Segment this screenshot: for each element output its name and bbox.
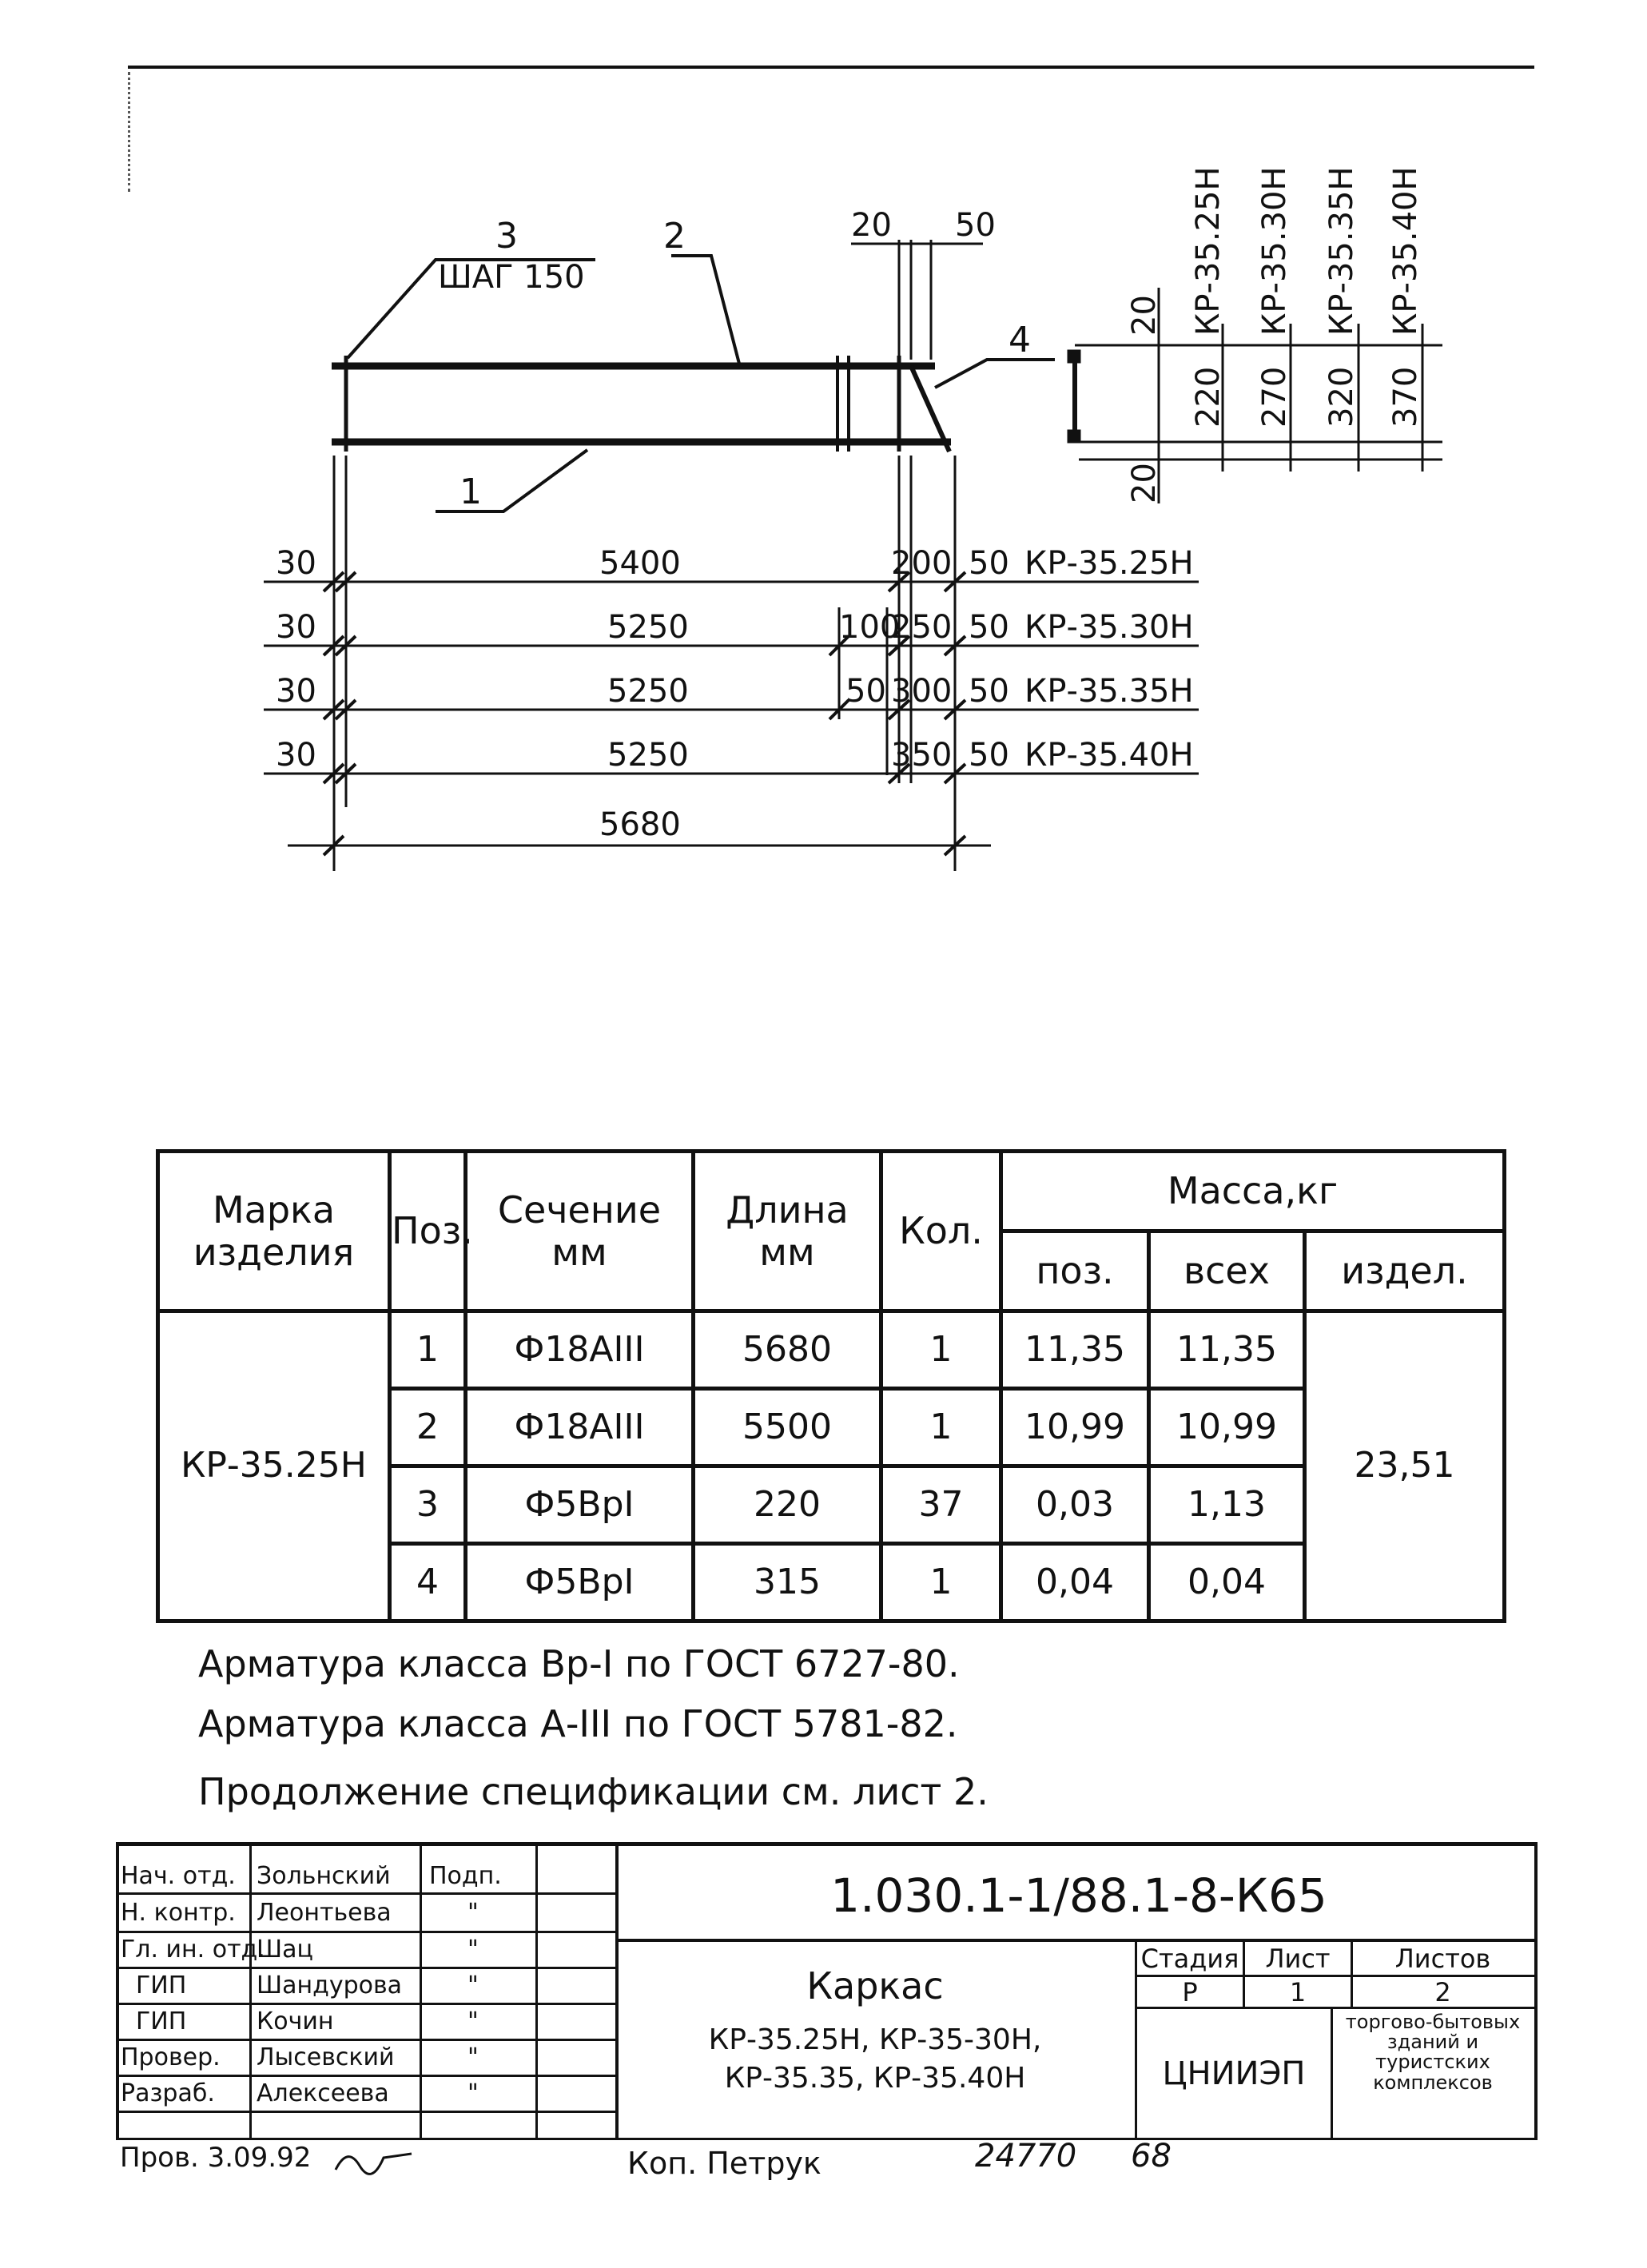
role-5: ГИП bbox=[136, 2007, 187, 2035]
note-2: Арматура класса А-III по ГОСТ 5781-82. bbox=[198, 1702, 958, 1745]
leader-pos-2 bbox=[671, 256, 739, 364]
label-pos-3-step: ШАГ 150 bbox=[438, 259, 585, 296]
cell-mark: КР-35.25Н bbox=[158, 1311, 390, 1621]
dim-overall: 5680 bbox=[599, 806, 681, 843]
header-section: Сечение мм bbox=[466, 1152, 694, 1311]
svg-text:30: 30 bbox=[276, 545, 316, 582]
sign-6: " bbox=[467, 2043, 479, 2071]
sheets-label: Листов bbox=[1394, 1944, 1491, 1974]
dim-row-3 bbox=[276, 673, 1194, 710]
section-dim-20-bottom: 20 bbox=[1126, 463, 1163, 503]
sign-2: " bbox=[467, 1899, 479, 1927]
svg-text:50: 50 bbox=[969, 545, 1009, 582]
svg-text:50: 50 bbox=[845, 673, 886, 710]
header-length: Длина мм bbox=[694, 1152, 881, 1311]
svg-text:50: 50 bbox=[969, 737, 1009, 774]
role-4: ГИП bbox=[136, 1972, 187, 1999]
leader-pos-1 bbox=[436, 450, 587, 511]
sheet-label: Лист bbox=[1265, 1944, 1331, 1974]
header-mass: Масса,кг bbox=[1001, 1152, 1505, 1231]
svg-text:50: 50 bbox=[969, 673, 1009, 710]
section-height-4: 370 bbox=[1387, 366, 1424, 428]
svg-text:100: 100 bbox=[839, 609, 901, 646]
svg-text:5250: 5250 bbox=[607, 673, 689, 710]
section-dim-20-top: 20 bbox=[1126, 295, 1163, 336]
header-mark: Марка изделия bbox=[158, 1152, 390, 1311]
role-3: Гл. ин. отд. bbox=[121, 1936, 265, 1964]
header-pos: Поз. bbox=[390, 1152, 466, 1311]
table-row: 3 Ф5ВрI 220 37 0,03 1,13 bbox=[158, 1466, 1505, 1544]
sign-4: " bbox=[467, 1972, 479, 1999]
label-pos-2: 2 bbox=[663, 216, 686, 257]
svg-text:30: 30 bbox=[276, 609, 316, 646]
sheet-subtitle-1: КР-35.25Н, КР-35-30Н, bbox=[708, 2023, 1042, 2056]
svg-text:5250: 5250 bbox=[607, 737, 689, 774]
name-6: Лысевский bbox=[257, 2043, 395, 2071]
title-block bbox=[116, 1842, 1538, 2140]
label-pos-1: 1 bbox=[459, 472, 482, 512]
name-4: Шандурова bbox=[257, 1972, 403, 1999]
specification-table bbox=[156, 1149, 1506, 1623]
dim-row-1 bbox=[276, 545, 1194, 582]
sign-3: " bbox=[467, 1936, 479, 1964]
section-height-2: 270 bbox=[1256, 366, 1293, 428]
signature-mark bbox=[332, 2142, 420, 2178]
section-height-1: 220 bbox=[1190, 366, 1227, 428]
sign-7: " bbox=[467, 2079, 479, 2107]
svg-text:30: 30 bbox=[276, 737, 316, 774]
role-2: Н. контр. bbox=[121, 1899, 236, 1927]
stage-label: Стадия bbox=[1140, 1944, 1239, 1974]
svg-text:5250: 5250 bbox=[607, 609, 689, 646]
cage-cross-section bbox=[1068, 288, 1442, 503]
cell-item-mass: 23,51 bbox=[1305, 1311, 1505, 1621]
sheet-value: 1 bbox=[1289, 1977, 1307, 2007]
sheet-subtitle-2: КР-35.35, КР-35.40Н bbox=[724, 2062, 1026, 2095]
organization: ЦНИИЭП bbox=[1162, 2055, 1306, 2092]
section-height-3: 320 bbox=[1323, 366, 1360, 428]
label-pos-4: 4 bbox=[1008, 320, 1031, 360]
section-mark-1: КР-35.25Н bbox=[1190, 166, 1227, 336]
dim-top-50: 50 bbox=[955, 207, 996, 244]
name-7: Алексеева bbox=[257, 2079, 389, 2107]
table-row: 2 Ф18АIII 5500 1 10,99 10,99 bbox=[158, 1389, 1505, 1466]
document-code: 1.030.1-1/88.1-8-К65 bbox=[830, 1868, 1327, 1923]
header-mass-pos: поз. bbox=[1001, 1231, 1149, 1311]
name-5: Кочин bbox=[257, 2007, 334, 2035]
svg-text:5400: 5400 bbox=[599, 545, 681, 582]
footer-checked: Пров. 3.09.92 bbox=[120, 2142, 312, 2174]
svg-text:50: 50 bbox=[969, 609, 1009, 646]
name-2: Леонтьева bbox=[257, 1899, 392, 1927]
footer-number: 24770 bbox=[975, 2138, 1077, 2174]
sheet-title: Каркас bbox=[806, 1964, 944, 2007]
sign-5: " bbox=[467, 2007, 479, 2035]
label-pos-3: 3 bbox=[495, 216, 518, 257]
dim-row-2 bbox=[276, 609, 1194, 646]
footer-page: 68 bbox=[1131, 2138, 1172, 2174]
svg-text:КР-35.35Н: КР-35.35Н bbox=[1024, 673, 1194, 710]
header-mass-item: издел. bbox=[1305, 1231, 1505, 1311]
svg-text:250: 250 bbox=[891, 609, 953, 646]
svg-text:200: 200 bbox=[891, 545, 953, 582]
svg-text:30: 30 bbox=[276, 673, 316, 710]
role-7: Разраб. bbox=[121, 2079, 215, 2107]
section-mark-2: КР-35.30Н bbox=[1256, 166, 1293, 336]
section-mark-3: КР-35.35Н bbox=[1323, 166, 1360, 336]
sheets-value: 2 bbox=[1434, 1977, 1451, 2007]
stage-value: Р bbox=[1182, 1977, 1198, 2007]
header-mass-all: всех bbox=[1149, 1231, 1305, 1311]
table-row: 4 Ф5ВрI 315 1 0,04 0,04 bbox=[158, 1544, 1505, 1621]
note-1: Арматура класса Вр-I по ГОСТ 6727-80. bbox=[198, 1642, 960, 1685]
svg-text:КР-35.40Н: КР-35.40Н bbox=[1024, 737, 1194, 774]
section-mark-4: КР-35.40Н bbox=[1387, 166, 1424, 336]
role-6: Провер. bbox=[121, 2043, 221, 2071]
svg-text:КР-35.25Н: КР-35.25Н bbox=[1024, 545, 1194, 582]
footer-copied: Коп. Петрук bbox=[627, 2146, 822, 2181]
svg-text:КР-35.30Н: КР-35.30Н bbox=[1024, 609, 1194, 646]
note-3: Продолжение спецификации см. лист 2. bbox=[198, 1770, 989, 1813]
section-labels bbox=[1126, 166, 1424, 503]
svg-text:300: 300 bbox=[891, 673, 953, 710]
organization-subtitle: торгово-бытовых зданий и туристских комплексов bbox=[1345, 2011, 1521, 2094]
name-1: Зольнский bbox=[257, 1862, 391, 1890]
leader-pos-4 bbox=[935, 360, 1055, 388]
name-3: Шац bbox=[257, 1936, 313, 1964]
role-1: Нач. отд. bbox=[121, 1862, 236, 1890]
header-qty: Кол. bbox=[881, 1152, 1001, 1311]
dim-row-4 bbox=[276, 737, 1194, 774]
dim-top-20: 20 bbox=[851, 207, 892, 244]
sign-1: Подп. bbox=[429, 1862, 502, 1890]
table-row: КР-35.25Н 1 Ф18АIII 5680 1 11,35 11,35 23,51 bbox=[158, 1311, 1505, 1389]
svg-text:350: 350 bbox=[891, 737, 953, 774]
